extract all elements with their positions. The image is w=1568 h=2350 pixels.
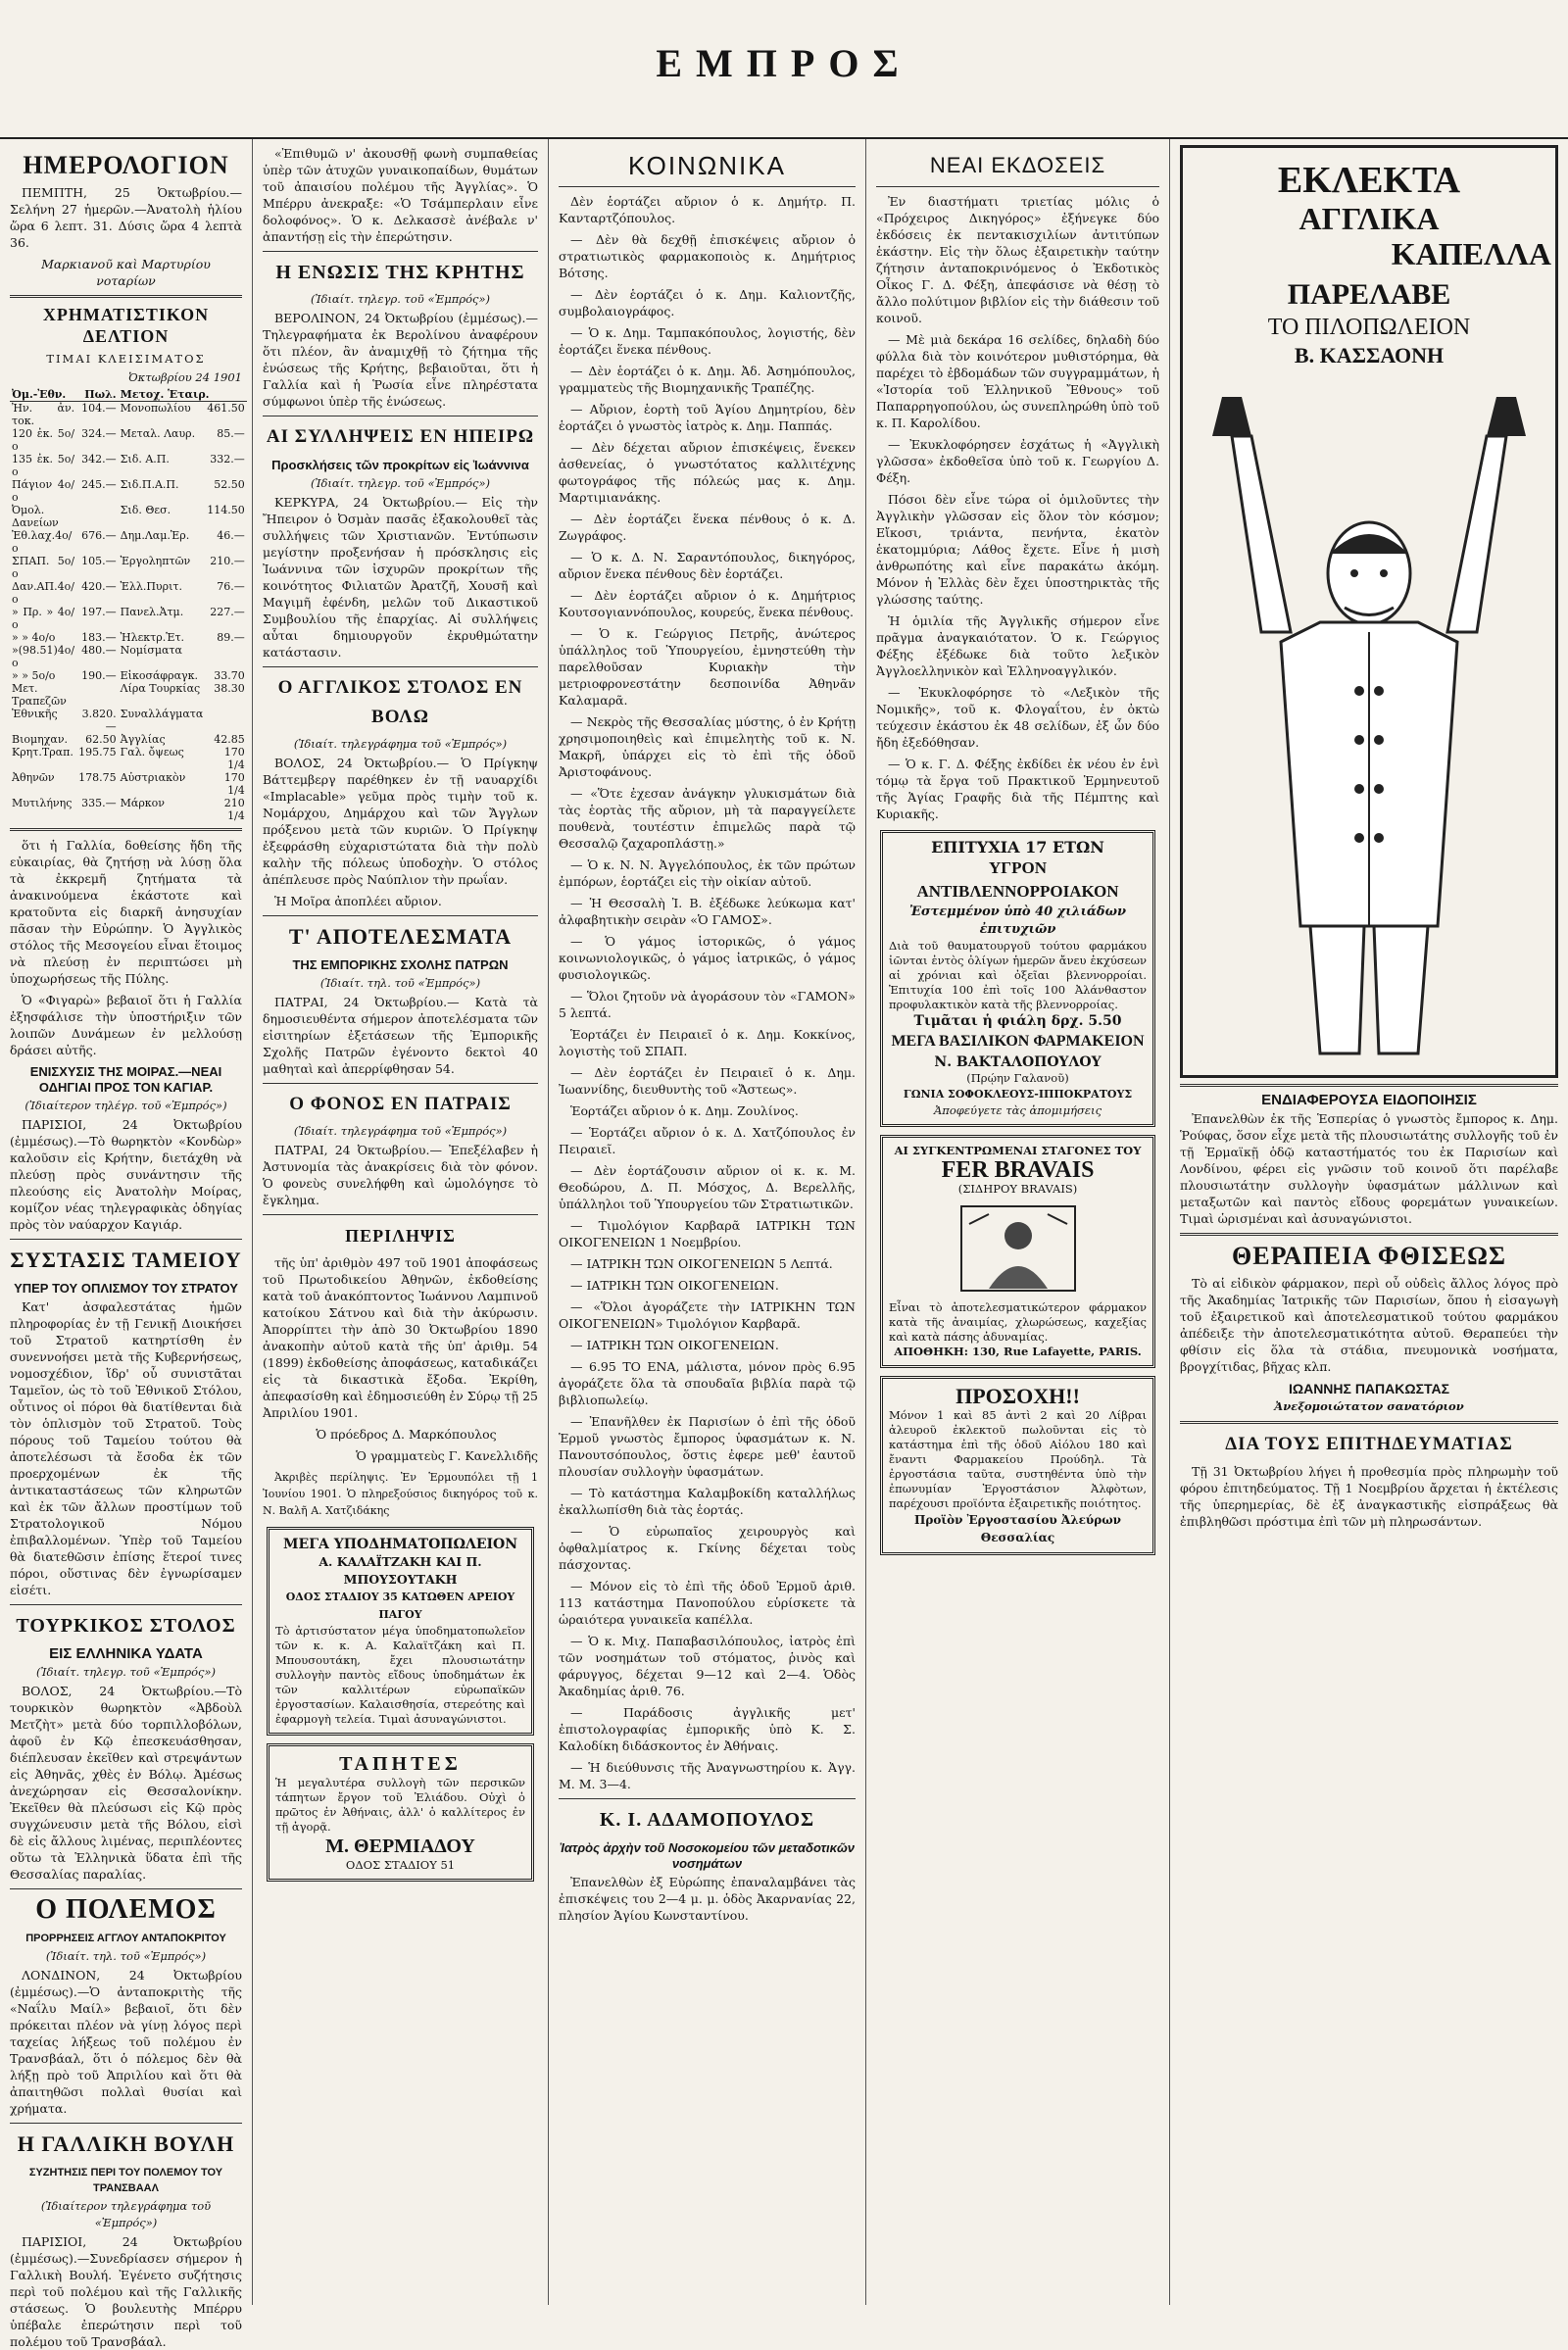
volos-text: ΒΟΛΟΣ, 24 Ὀκτωβρίου.— Ὁ Πρίγκηψ Βάττεμβεργ παρέθηκεν ἐν τῇ ναυαρχίδι «Implacable» γεῦμα πρὸς τιμὴν τοῦ κ. Νομάρχου, Δημάρχου καὶ τῶν Ἄγγλων πρόξενου μετὰ τῶν κυριῶν. Ὁ Πρίγκηψ ἐξεφράσθη εὐχαριστώτατα διὰ τὴν πολὺ καλὴν τῆς πόλεως ὑποδοχὴν. Ὁ στόλος ἀπέπλευσε πρὸς Ναύπλιον τὴν πρωΐαν. [263, 756, 538, 887]
publication-item: — Ἐκυκλοφόρησεν ἐσχάτως ἡ «Ἀγγλικὴ γλῶσσα» ἐκδοθεῖσα ὑπὸ τοῦ κ. Γεωργίου Δ. Φέξη. [876, 437, 1159, 485]
summary-sign-2: Ὁ γραμματεὺς Γ. Κανελλιδῆς [356, 1448, 538, 1463]
shoe-ad-text: Τὸ ἀρτισύστατον μέγα ὑποδηματοπωλεῖον τῶν κ. κ. Α. Καλαϊτζάκη καὶ Π. Μπουσουτάκη, ἔχει πλουσιωτάτην συλλογὴν παντὸς εἴδους ὑποδημάτων ἐκ τῶν καλλιτέρων εὐρωπαϊκῶν ἐργοστασίων. Καλαισθησία, στερεότης καὶ ἐφαρμογὴ τελεία. Τιμαὶ ἀσυναγώνιστοι. [275, 1624, 525, 1726]
masthead [0, 0, 1568, 139]
war-subheading: ΠΡΟΡΡΗΣΕΙΣ ΑΓΓΛΟΥ ΑΝΤΑΠΟΚΡΙΤΟΥ [25, 1933, 226, 1944]
exchange-row [10, 644, 247, 669]
pharmacy-ad-text: Διὰ τοῦ θαυματουργοῦ τούτου φαρμάκου ἰῶνται ἐντὸς ὀλίγων ἡμερῶν ἄνευ ἐκχύσεων αἱ χρόνιαι καὶ ὀξεῖαι βλεννορροίαι. Ἐπιτυχία 100 ἐπὶ τοῖς 100 Ἀλάνθαστον προφυλακτικὸν κατὰ τῆς βλεννορροίας. [889, 939, 1147, 1011]
social-news-item: — Δὲν ἑορτάζει αὔριον ὁ κ. Δημήτριος Κουτσογιαννόπουλος, κουρεύς, ἕνεκα πένθους. [559, 588, 856, 619]
social-news-item: — Δὲν ἑορτάζουσιν αὔριον οἱ κ. κ. Μ. Θεοδώρου, Δ. Π. Μόσχος, Δ. Βερελλῆς, ὑπάλληλοι τοῦ Ὑπουργείου τῶν Στρατιωτικῶν. [559, 1163, 856, 1211]
pharmacy-ad-price: Τιμᾶται ἡ φιάλη δρχ. 5.50 [913, 1013, 1122, 1029]
social-news-item: — Παράδοσις ἀγγλικῆς μετ' ἐπιστολογραφίας ἐμπορικῆς ὑπὸ Κ. Σ. Καλοδίκη διδάσκοντος ἐν Ἀθήναις. [559, 1705, 856, 1753]
exchange-cell-a: Ἀθηνῶν [12, 771, 55, 784]
results-subheading: ΤΗΣ ΕΜΠΟΡΙΚΗΣ ΣΧΟΛΗΣ ΠΑΤΡΩΝ [292, 957, 509, 972]
exchange-cell-b: 183.— [81, 631, 117, 644]
exchange-cell-c: Μάρκον [120, 797, 165, 809]
crete-source: (Ἰδιαίτ. τηλεγρ. τοῦ «Ἐμπρός») [311, 292, 490, 306]
exchange-cell-c: Ἑλλ.Πυριτ. [120, 580, 182, 593]
publication-item: Ἐν διαστήματι τριετίας μόλις ὁ «Πρόχειρος Δικηγόρος» ἐξήνεγκε δύο ἐκδόσεις ἐκ πεντακισχιλίων ἀντιτύπων ἑκάστην. Εἰς τὴν ὅλως ἐξαιρετικὴν ταύτην ζήτησιν ἀνταποκρινόμενος ὁ Ἐκδοτικὸς Οἶκος Γ. Δ. Φέξη, ἀπεφάσισε νὰ θέσῃ τὸ ἄλλο πολύτιμον βιβλίον εἰς τὴν διάθεσιν τοῦ κοινοῦ. [876, 194, 1159, 325]
social-news-item: — Ὁ κ. Δ. Ν. Σαραντόπουλος, δικηγόρος, αὔριον ἕνεκα πένθους δὲν ἑορτάζει. [559, 550, 856, 581]
exchange-row [10, 797, 247, 822]
fleet-text: ΒΟΛΟΣ, 24 Ὀκτωβρίου.—Τὸ τουρκικὸν θωρηκτὸν «Ἀβδοὺλ Μετζὴτ» μετὰ δύο τορπιλλοβόλων, ἀφοῦ ἐν Κῷ ἐπεσκευάσθησαν, διέπλευσαν ἐκεῖθεν καὶ στρεψάντων εἰς Ἀθηνᾶς, χθὲς ἐν Βόλῳ. Ἀμέσως ἀνεχώρησαν εἰς Θεσσαλονίκην. Ἐκεῖθεν θὰ πλεύσωσι εἰς Κῷ πρὸς συγχώνευσιν μετὰ τῆς Βόλου, εἰσὶ δὲ εἰς ἄλλους λιμένας, περιπλέοντες οὕτω τὰ Ἑλληνικὰ ὕδατα ἐπὶ τῆς Θεσσαλίας παραλίας. [10, 1684, 242, 1882]
social-news-item: — Δὲν ἑορτάζει ὁ κ. Δημ. Καλιοντζῆς, συμβολαιογράφος. [559, 287, 856, 318]
exchange-cell-d [205, 708, 247, 733]
social-news-item: — Ὁ κ. Ν. Ν. Ἀγγελόπουλος, ἐκ τῶν πρώτων ἐμπόρων, ἑορτάζει εἰς τὴν οἰκίαν αὐτοῦ. [559, 857, 856, 889]
crete-text: ΒΕΡΟΛΙΝΟΝ, 24 Ὀκτωβρίου (ἐμμέσως).—Τηλεγραφήματα ἐκ Βερολίνου ἀναφέρουν ὅτι πλέον, ἂν ἀναμιχθῇ τὸ ζήτημα τῆς ἑνώσεως τῆς Κρήτης, βεβαιοῦται, ὅτι ἡ Γαλλία καὶ ἡ Ῥωσία εἶνε πληρέστατα σύμφωνοι ὑπὲρ τῆς ἑνώσεως. [263, 311, 538, 409]
shoe-shop-ad [267, 1527, 534, 1736]
social-news-item: — Τὸ κατάστημα Καλαμβοκίδη καταλλήλως ἐκαλλωπίσθη διὰ τὰς ἑορτάς. [559, 1486, 856, 1517]
summary-sign-1: Ὁ πρόεδρος Δ. Μαρκόπουλος [316, 1427, 497, 1442]
pharmacy-shop-heading: ΜΕΓΑ ΒΑΣΙΛΙΚΟΝ ΦΑΡΜΑΚΕΙΟΝ [891, 1033, 1145, 1050]
carpets-text: Ἡ μεγαλυτέρα συλλογὴ τῶν περσικῶν τάπητων ἔργον τοῦ Ἐλιάδου. Οὐχὶ ὁ πρῶτος ἐν Ἀθήναις, ἀλλ' ὁ καλλίτερος ἐν τῇ ἀγορᾷ. [275, 1776, 525, 1834]
exchange-cell-b: 342.— [81, 453, 117, 465]
exchange-cell-a: » » 4ο/ο [12, 631, 56, 644]
social-heading: ΚΟΙΝΩΝΙΚΑ [628, 151, 786, 180]
shoe-ad-heading: ΜΕΓΑ ΥΠΟΔΗΜΑΤΟΠΩΛΕΙΟΝ [282, 1537, 518, 1552]
exchange-date: Ὀκτωβρίου 24 1901 [128, 370, 242, 384]
hats-ad-line-5: ΤΟ ΠΙΛΟΠΩΛΕΙΟΝ [1267, 315, 1471, 340]
exchange-row [10, 682, 247, 708]
exchange-cell-d: 461.50 [207, 402, 245, 415]
article-1: ὅτι ἡ Γαλλία, δοθείσης ἤδη τῆς εὐκαιρίας, θὰ ζητήσῃ νὰ λύσῃ ὅλα τὰ ἐκκρεμῆ ζητήματα τὰ ἀνακινούμενα ἑκάστοτε καὶ κρατοῦντα εἰς διαρκῆ ἀνησυχίαν πᾶσαν τὴν Εὐρώπην. Ὁ Ἀγγλικὸς στόλος τῆς Μεσογείου εἶναι ἕτοιμος νὰ πλεύσῃ ἐν περιπτώσει μὴ ὑποχωρήσεως τῆς Πύλης. [10, 838, 242, 986]
exchange-cell-c: Ἐργοληπτῶν [120, 555, 191, 567]
social-news-item: — Ὁ εὐρωπαῖος χειρουργὸς καὶ ὀφθαλμίατρος κ. Γκίνης δέχεται τοὺς πάσχοντας. [559, 1524, 856, 1572]
exchange-cell-a: »(98.51)4ο/ο [12, 644, 75, 669]
social-news-item: — «Ὅτε ἐχεσαν ἀνάγκην γλυκισμάτων διὰ τὰς ἑορτὰς τῆς αὔριον, μὴ τὰ παραγγείλετε πουθενὰ, τουτέστιν ἐπιμελῶς παρὰ τῷ Θεσσαλῷ ζαχαροπλάστῃ.» [559, 786, 856, 851]
exchange-heading: ΧΡΗΜΑΤΙΣΤΙΚΟΝ ΔΕΛΤΙΟΝ [42, 305, 210, 346]
social-news-item: — Αὔριον, ἑορτὴ τοῦ Ἁγίου Δημητρίου, δὲν ἑορτάζει ὁ γνωστὸς ἰατρὸς κ. Δημ. Παππάς. [559, 402, 856, 433]
exchange-cell-a: Πάγιον 4ο/ο [12, 478, 75, 504]
hats-ad-line-3: ΚΑΠΕΛΛΑ [1391, 236, 1551, 271]
social-news-item: — Νεκρὸς τῆς Θεσσαλίας μύστης, ὁ ἐν Κρήτῃ χρησιμοποιηθεὶς καὶ ἐπιμελητὴς τοῦ κ. Ν. Μακρῆ, ὑπάρχει εἰς τὸ ἐπὶ τῆς ὁδοῦ Ἀριστοφάνους. [559, 714, 856, 779]
exchange-subheading: ΤΙΜΑΙ ΚΛΕΙΣΙΜΑΤΟΣ [46, 352, 206, 366]
war-heading: Ο ΠΟΛΕΜΟΣ [35, 1894, 217, 1925]
publications-list [876, 193, 1159, 822]
pharmacy-shop-note: Ἀποφεύγετε τὰς ἀπομιμήσεις [933, 1103, 1102, 1117]
exchange-row [10, 669, 247, 682]
exchange-cell-c: Μονοπωλίου [120, 402, 191, 415]
exchange-col-b-head: Πωλ. [76, 388, 119, 402]
exchange-cell-d [205, 644, 247, 669]
exchange-cell-a: » Πρ. » 4ο/ο [12, 606, 75, 631]
shoe-ad-names: Α. ΚΑΛΑΪΤΖΑΚΗ ΚΑΙ Π. ΜΠΟΥΣΟΥΤΑΚΗ [318, 1554, 482, 1587]
exchange-col-c-head: Μετοχ. Ἑταιρ. [119, 388, 247, 402]
social-news-item: — Δὲν ἑορτάζει ὁ κ. Δημ. Ἀδ. Ἀσημόπουλος, γραμματεὺς τῆς Βιομηχανικῆς Τραπέζης. [559, 364, 856, 395]
exchange-row [10, 478, 247, 504]
exchange-cell-d: 210 1/4 [223, 797, 245, 822]
fund-subheading: ΥΠΕΡ ΤΟΥ ΟΠΛΙΣΜΟΥ ΤΟΥ ΣΤΡΑΤΟΥ [14, 1281, 238, 1296]
publications-heading: ΝΕΑΙ ΕΚΔΟΣΕΙΣ [929, 153, 1106, 177]
fer-bravais-brand: FER BRAVAIS [941, 1157, 1095, 1183]
exchange-cell-a: 120 ἐκ. 5ο/ο [12, 427, 75, 453]
exchange-cell-a: Ἐθνικῆς [12, 708, 58, 720]
exchange-cell-d: 170 1/4 [223, 771, 245, 797]
calendar-text: ΠΕΜΠΤΗ, 25 Ὀκτωβρίου.— Σελήνη 27 ἡμερῶν.—Ἀνατολὴ ἡλίου ὥρα 6 λεπτ. 31. Δύσις ὥρα 4 λεπτὰ 36. [10, 185, 242, 250]
carpets-name: Μ. ΘΕΡΜΙΑΔΟΥ [325, 1836, 475, 1857]
epirus-source: (Ἰδιαίτ. τηλεγρ. τοῦ «Ἐμπρός») [311, 476, 490, 490]
exchange-cell-d: 89.— [217, 631, 245, 644]
exchange-cell-b [76, 682, 119, 708]
exchange-cell-c: Συναλλάγματα [120, 708, 204, 720]
exchange-cell-a: ΣΠΑΠ. 5ο/ο [12, 555, 75, 580]
social-news-item: — Δὲν δέχεται αὔριον ἐπισκέψεις, ἕνεκεν ἀσθενείας, ὁ γνωστότατος καλλιτέχνης φωτογράφος τῆς πόλεώς μας κ. Δημ. Μαρτιμιανάκης. [559, 440, 856, 505]
column-4 [866, 139, 1170, 2305]
exchange-cell-c: Ἀγγλίας [120, 733, 166, 746]
exchange-row [10, 453, 247, 478]
summary-text: τῆς ὑπ' ἀριθμὸν 497 τοῦ 1901 ἀποφάσεως τοῦ Πρωτοδικείου Ἀθηνῶν, ἐκδοθείσης κατὰ τοῦ ἀνακόπτοντος Ἰωάννου Λαμπινοῦ κατοίκου Σάτνου καὶ διὰ τὴν ἀκύρωσιν. Ἀπορρίπτει τὴν ἀπὸ 30 Ὀκτωβρίου 1890 ἀνακοπὴν αὐτοῦ κατὰ τῆς ὑπ' ἀριθμ. 54 (1899) ἐκδοθείσης ἀποφάσεως, καταδικάζει εἰς τὰ δικαστικὰ ἔξοδα. Ἐκρίθη, ἀπεφασίσθη καὶ ἐδημοσιεύθη ἐν Σύρῳ τῇ 25 Ἀπριλίου 1901. [263, 1255, 538, 1420]
cure-heading: ΘΕΡΑΠΕΙΑ ΦΘΙΣΕΩΣ [1232, 1242, 1506, 1270]
calendar-heading: ΗΜΕΡΟΛΟΓΙΟΝ [23, 151, 229, 179]
column-1 [0, 139, 253, 2349]
fer-bravais-address: ΑΠΟΘΗΚΗ: 130, Rue Lafayette, PARIS. [894, 1345, 1142, 1358]
fire-source: (Ἰδιαίτ. τηλεγράφημα τοῦ «Ἐμπρός») [293, 1124, 508, 1138]
cure-text: Τὸ αἱ εἰδικὸν φάρμακον, περὶ οὗ οὐδεὶς ἄλλος λόγος πρὸ τῆς Ἀκαδημίας Ἰατρικῆς τῶν Παρισίων, ὅπου ἡ εἰσαγωγὴ τοῦ ἐξαιρετικοῦ καὶ ἀποτελεσματικοῦ τούτου φαρμάκου ἀπέδειξε τὴν ἀποτελεσματικότητα αὐτοῦ. Θεραπεύει τὴν φθίσιν εἰς ὅλα τὰ στάδια, πνευμονικὰ νοσήματα, βρογχίτιδας, βῆχας κλπ. [1180, 1276, 1558, 1374]
exchange-cell-a: » » 5ο/ο [12, 669, 56, 682]
gallic-subheading: ΣΥΖΗΤΗΣΙΣ ΠΕΡΙ ΤΟΥ ΠΟΛΕΜΟΥ ΤΟΥ ΤΡΑΝΣΒΑΑΛ [28, 2167, 223, 2194]
exchange-row [10, 606, 247, 631]
social-news-list [559, 193, 856, 1792]
reinforce-heading: ΕΝΙΣΧΥΣΙΣ ΤΗΣ ΜΟΙΡΑΣ.—ΝΕΑΙ ΟΔΗΓΙΑΙ ΠΡΟΣ ΤΟΝ ΚΑΓΙΑΡ. [29, 1064, 222, 1095]
exchange-cell-d: 46.— [217, 529, 245, 542]
exchange-row [10, 708, 247, 733]
war-source: (Ἰδιαίτ. τηλ. τοῦ «Ἐμπρός») [45, 1949, 207, 1963]
pharmacy-shop-previous: (Πρῴην Γαλανοῦ) [966, 1071, 1069, 1085]
column-3 [549, 139, 866, 2305]
doctor-text: Ἐπανελθὼν ἐξ Εὐρώπης ἐπαναλαμβάνει τὰς ἐπισκέψεις του 2—4 μ. μ. ὁδὸς Ἀκαρνανίας 22, πλησίον Ἁγίου Κωνσταντίνου. [559, 1875, 856, 1923]
exchange-row [10, 631, 247, 644]
publication-item: Ἡ ὁμιλία τῆς Ἀγγλικῆς σήμερον εἶνε πρᾶγμα ἀναγκαιότατον. Ὁ κ. Γεώργιος Φέξης ἐξέδωκε διὰ τοῦτο λεξικὸν Ἀγγλοελληνικὸν καὶ Ἑλληνοαγγλικόν. [876, 613, 1159, 678]
exchange-row [10, 555, 247, 580]
results-heading: Τ' ΑΠΟΤΕΛΕΣΜΑΤΑ [288, 924, 513, 949]
fund-heading: ΣΥΣΤΑΣΙΣ ΤΑΜΕΙΟΥ [10, 1248, 242, 1272]
exchange-cell-d: 38.30 [214, 682, 245, 695]
exchange-cell-a: Βιομηχαν. [12, 733, 69, 746]
flour-ad-text: Μόνον 1 καὶ 85 ἀντὶ 2 καὶ 20 Λίβραι ἀλευροῦ ἐκλεκτοῦ πωλοῦνται εἰς τὸ κατάστημα ἐπὶ τῆς ὁδοῦ Αἰόλου 180 καὶ ἔναντι Φαρμακείου Προύδηλ. Τὰ ἐργοστάσια ταῦτα, συστηθέντα ὑπὸ τὴν ἐπωνυμίαν Ἐργοστάσιον Ἀλφὸτων, παρέχουσι προϊόντα ἐξαιρετικῆς ποιότητος. [889, 1408, 1147, 1510]
social-news-item: — Ὁ κ. Γεώργιος Πετρῆς, ἀνώτερος ὑπάλληλος τοῦ Ὑπουργείου, ἐμνηστεύθη τὴν παρελθοῦσαν Κυριακὴν τὴν μετριοφρονεστάτην δεσποινίδα Ἀθηνᾶν Καλαμαρᾶ. [559, 626, 856, 708]
calendar-saints: Μαρκιανοῦ καὶ Μαρτυρίου νοταρίων [41, 257, 211, 288]
social-news-item: — ΙΑΤΡΙΚΗ ΤΩΝ ΟΙΚΟΓΕΝΕΙΩΝ. [570, 1338, 779, 1352]
carpets-heading: ΤΑΠΗΤΕΣ [339, 1753, 462, 1775]
reinforce-text: ΠΑΡΙΣΙΟΙ, 24 Ὀκτωβρίου (ἐμμέσως).—Τὸ θωρηκτὸν «Κονδὼρ» καλοῦσιν εἰς Κρήτην, διετάχθη νὰ πλεύσῃ πρὸς συνάντησιν τῆς πλεούσης εἰς Ἀνατολὴν Μοίρας, κομίζον νέας τηλεγραφικὰς ὁδηγίας πρὸς τὸν ναύαρχον Καγιάρ. [10, 1117, 242, 1232]
exchange-cell-a: Μετ. Τραπεζῶν [12, 682, 67, 708]
exchange-cell-b: 197.— [81, 606, 117, 618]
exchange-row [10, 427, 247, 453]
publication-item: — Ἐκυκλοφόρησε τὸ «Λεξικὸν τῆς Νομικῆς», τοῦ κ. Φλογαΐτου, ἐν ὀκτὼ τεύχεσιν ἑκάστου ἐκ 48 σελίδων, ἐξ ὧν δύο ἤδη ἐξεδόθησαν. [876, 685, 1159, 750]
exchange-cell-d: 52.50 [214, 478, 245, 491]
exchange-cell-a: Μυτιλήνης [12, 797, 73, 809]
social-news-item: Ἑορτάζει ἐν Πειραιεῖ ὁ κ. Δημ. Κοκκίνος, λογιστὴς τοῦ ΣΠΑΠ. [559, 1027, 856, 1058]
column-2 [253, 139, 549, 2305]
volos-end: Ἡ Μοῖρα ἀποπλέει αὔριον. [274, 894, 442, 908]
social-news-item: — Τιμολόγιον Καρβαρᾶ ΙΑΤΡΙΚΗ ΤΩΝ ΟΙΚΟΓΕΝΕΙΩΝ 1 Νοεμβρίου. [559, 1218, 856, 1249]
epirus-subheading: Προσκλήσεις τῶν προκρίτων εἰς Ἰωάννινα [271, 458, 529, 472]
exchange-cell-d: 76.— [217, 580, 245, 593]
exchange-cell-d: 114.50 [207, 504, 245, 516]
exchange-cell-b: 245.— [81, 478, 117, 491]
cure-note: Ἀνεξομοιώτατον σανατόριον [1274, 1399, 1464, 1413]
flour-ad-heading: ΠΡΟΣΟΧΗ!! [956, 1384, 1080, 1408]
social-news-item: — ΙΑΤΡΙΚΗ ΤΩΝ ΟΙΚΟΓΕΝΕΙΩΝ 5 Λεπτά. [570, 1256, 833, 1271]
pharmacy-ad-product: ΥΓΡΟΝ ΑΝΤΙΒΛΕΝΝΟΡΡΟΙΑΚΟΝ [916, 858, 1119, 901]
hats-ad-line-2: ΑΓΓΛΙΚΑ [1298, 201, 1440, 236]
social-news-item: Ἑορτάζει αὔριον ὁ κ. Δημ. Ζουλίνος. [570, 1103, 799, 1118]
columns [0, 139, 1568, 2349]
social-news-item: — Ἡ Θεσσαλὴ Ἰ. Β. ἐξέδωκε λεύκωμα κατ' ἀλφαβητικὴν σειρὰν «Ὁ ΓΑΜΟΣ». [559, 896, 856, 927]
exchange-cell-c: Σιδ. Α.Π. [120, 453, 170, 465]
social-news-item: — Ἐπανῆλθεν ἐκ Παρισίων ὁ ἐπὶ τῆς ὁδοῦ Ἑρμοῦ γνωστὸς ἔμπορος ὑφασμάτων κ. Ν. Πανουτσόπουλος, ὅστις ἐφερε μεθ' ἑαυτοῦ πλουσίαν συλλογὴν ὑφασμάτων. [559, 1414, 856, 1479]
fer-bravais-text: Εἶναι τὸ ἀποτελεσματικώτερον φάρμακον κατὰ τῆς ἀναιμίας, χλωρώσεως, καχεξίας καὶ κατὰ πάσης ἀδυναμίας. [889, 1300, 1147, 1344]
exchange-cell-d: 33.70 [214, 669, 245, 682]
exchange-cell-c: Εἰκοσάφραγκ. [120, 669, 198, 682]
social-news-item: — Ἑορτάζει αὔριον ὁ κ. Δ. Χατζόπουλος ἐν Πειραιεῖ. [559, 1125, 856, 1156]
fleet-subheading: ΕΙΣ ΕΛΛΗΝΙΚΑ ΥΔΑΤΑ [49, 1645, 203, 1662]
exchange-cell-b: 178.75 [78, 771, 117, 784]
exchange-cell-b: 190.— [81, 669, 117, 682]
exchange-cell-c: Αὐστριακὸν [120, 771, 186, 784]
exchange-cell-c: Σιδ. Θεσ. [120, 504, 172, 516]
exchange-cell-b: 420.— [81, 580, 117, 593]
exchange-cell-c: Λίρα Τουρκίας [120, 682, 201, 695]
exchange-row [10, 580, 247, 606]
notice-text: Ἐπανελθὼν ἐκ τῆς Ἑσπερίας ὁ γνωστὸς ἔμπορος κ. Δημ. Ῥούφας, ὅσον εἶχε μετὰ τῆς πλουσιωτάτης συλλογῆς τοῦ ἐν τῇ Ἑρμαϊκῇ ὁδῷ καταστήματός του ἐκ Παρισίων καὶ Λονδίνου, φέρει εἰς γνῶσιν τοῦ κοινοῦ ὅτι παρέλαβε πλουσιωτάτην συλλογὴν ὑφασμάτων μάλλινων καὶ μεταξωτῶν καὶ παντὸς εἴδους φορεμάτων γυναικείων. Τιμαὶ ὡρισμέναι καὶ ἀσυναγώνιστοι. [1180, 1111, 1558, 1226]
exchange-cell-a: Ἠν. ἀν. τοκ. [12, 402, 75, 427]
hat-man-illustration [1193, 377, 1545, 1063]
pharmacy-ad-heading: ΕΠΙΤΥΧΙΑ 17 ΕΤΩΝ [931, 838, 1104, 857]
fire-text: ΠΑΤΡΑΙ, 24 Ὀκτωβρίου.— Ἐπεξέλαβεν ἡ Ἀστυνομία τὰς ἀνακρίσεις διὰ τὸν φόνον. Ὁ φονεὺς συνελήφθη καὶ ὡμολόγησε τὸ ἔγκλημα. [263, 1143, 538, 1207]
exchange-cell-c: Νομίσματα [120, 644, 182, 657]
exchange-cell-d: 210.— [210, 555, 245, 567]
exchange-row [10, 504, 247, 529]
war-text: ΛΟΝΔΙΝΟΝ, 24 Ὀκτωβρίου (ἐμμέσως).—Ὁ ἀνταποκριτὴς τῆς «Ναΐλυ Μαίλ» βεβαιοῖ, ὅτι δὲν πρόκειται πλέον νὰ γίνῃ λόγος περὶ ταχείας λήξεως τοῦ πολέμου ἐν Τρανσβάαλ, ὅτι ὁ πόλεμος δὲν θὰ λήξῃ πρὸ τοῦ Ἀπριλίου καὶ ὅτι θὰ ἀπαιτηθῶσι πολλαὶ θυσίαι καὶ χρήματα. [10, 1968, 242, 2116]
exchange-cell-b: 324.— [81, 427, 117, 440]
fund-text: Κατ' ἀσφαλεστάτας ἡμῶν πληροφορίας ἐν τῇ Γενικῇ Διοικήσει τοῦ Στρατοῦ κατηρτίσθη ἐν συνεννοήσει μετὰ τῆς Κυβερνήσεως, νομοσχέδιον, ἵδρ' οὗ συνιστᾶται Ταμεῖον, ὡς τὸ τοῦ Ἐθνικοῦ Στόλου, οὗτινος οἱ πόροι θὰ διατίθενται διὰ τὸν ὁπλισμὸν τοῦ Στρατοῦ. Τοὺς πόρους τοῦ Ταμείου τούτου θὰ ἀποτελέσωσι τὰ ἔσοδα ἐκ τῶν προερχομένων ἐκ τῆς ἀντικαταστάσεως τῶν κληρωτῶν καὶ ἐκ τῶν ἄλλων προστίμων τοῦ Στρατολογικοῦ Νόμου ἐπιβαλλομένων. Ὑπὲρ τοῦ Ταμείου θὰ διατεθῶσιν ἐπίσης ἕτεροί τινες πόροι, οὕστινας δὲν ἐγνωρίσαμεν εἰσέτι. [10, 1299, 242, 1597]
professionals-heading: ΔΙΑ ΤΟΥΣ ΕΠΙΤΗΔΕΥΜΑΤΙΑΣ [1225, 1434, 1513, 1454]
hats-ad-line-4: ΠΑΡΕΛΑΒΕ [1287, 278, 1451, 311]
exchange-row [10, 402, 247, 428]
exchange-row [10, 733, 247, 746]
fer-bravais-brand-sub: (ΣΙΔΗΡΟΥ BRAVAIS) [957, 1182, 1078, 1196]
fleet-source: (Ἰδιαίτ. τηλεγρ. τοῦ «Ἐμπρός») [36, 1665, 216, 1679]
social-news-item: — «Ὅλοι ἀγοράζετε τὴν ΙΑΤΡΙΚΗΝ ΤΩΝ ΟΙΚΟΓΕΝΕΙΩΝ» Τιμολόγιον Καρβαρᾶ. [559, 1299, 856, 1331]
pharmacy-shop-address: ΓΩΝΙΑ ΣΟΦΟΚΛΕΟΥΣ-ΙΠΠΟΚΡΑΤΟΥΣ [903, 1088, 1133, 1101]
gallic-source: (Ἰδιαίτερον τηλεγράφημα τοῦ «Ἐμπρός») [40, 2199, 212, 2229]
exchange-cell-b: 3.820.— [81, 708, 117, 733]
exchange-cell-a: Ἐθ.λαχ.4ο/ο [12, 529, 73, 555]
exchange-cell-b: 195.75 [78, 746, 117, 759]
pharmacy-ad-subheading: Ἐστεμμένον ὑπὸ 40 χιλιάδων ἐπιτυχιῶν [909, 905, 1126, 937]
professionals-text: Τῇ 31 Ὀκτωβρίου λήγει ἡ προθεσμία πρὸς πληρωμὴν τοῦ φόρου ἐπιτηδεύματος. Τῇ 1 Νοεμβρίου ἄρχεται ἡ ἐκτέλεσις τῆς ὑπερημερίας, δὲ ἐξ ἀναγκαστικῆς εἰσπράξεως θὰ ἐπιβληθῶσι πρόστιμα ἐπὶ τῶν μὴ πληρωσάντων. [1180, 1464, 1558, 1529]
pharmacy-shop-name: Ν. ΒΑΚΤΑΛΟΠΟΥΛΟΥ [934, 1054, 1102, 1070]
flour-ad [880, 1376, 1155, 1555]
hats-ad-line-6: Β. ΚΑΣΣΑΟΝΗ [1294, 343, 1445, 367]
fer-bravais-ad [880, 1135, 1155, 1368]
publication-item: — Μὲ μιὰ δεκάρα 16 σελίδες, δηλαδὴ δύο φύλλα διὰ τὸν κοινότερον μυθιστόρημα, θὰ παρέχει τὸ ἐβδομάδων τῶν συγγραμμάτων, ἡ «Ἱστορία τοῦ Ἑλληνικοῦ Ἔθνους» τοῦ Παπαρρηγοπούλου, ὡς συνεπληρώθη ὑπὸ τοῦ κ. Π. Καρολίδου. [876, 332, 1159, 430]
exchange-cell-b: 62.50 [85, 733, 117, 746]
social-news-item: — Ὁ γάμος ἱστορικῶς, ὁ γάμος κοινωνιολογικῶς, ὁ γάμος ἰατρικῶς, ὁ γάμος φυσιολογικῶς. [559, 934, 856, 982]
summary-heading: ΠΕΡΙΛΗΨΙΣ [345, 1226, 456, 1246]
notice-heading: ΕΝΔΙΑΦΕΡΟΥΣΑ ΕΙΔΟΠΟΙΗΣΙΣ [1261, 1092, 1477, 1108]
volos-source: (Ἰδιαίτ. τηλεγράφημα τοῦ «Ἐμπρός») [293, 737, 508, 751]
crete-heading: Η ΕΝΩΣΙΣ ΤΗΣ ΚΡΗΤΗΣ [275, 262, 525, 283]
exchange-cell-d: 170 1/4 [223, 746, 245, 771]
exchange-cell-a: 135 ἐκ. 5ο/ο [12, 453, 75, 478]
exchange-cell-b: 335.— [81, 797, 117, 809]
shoe-ad-address: ΟΔΟΣ ΣΤΑΔΙΟΥ 35 ΚΑΤΩΘΕΝ ΑΡΕΙΟΥ ΠΑΓΟΥ [285, 1591, 515, 1621]
social-news-item: — Δὲν θὰ δεχθῇ ἐπισκέψεις αὔριον ὁ στρατιωτικὸς φαρμακοποιὸς κ. Δημήτριος Βότσης. [559, 232, 856, 280]
newspaper-title: ΕΜΠΡΟΣ [656, 41, 912, 85]
exchange-row [10, 771, 247, 797]
fleet-heading: ΤΟΥΡΚΙΚΟΣ ΣΤΟΛΟΣ [16, 1615, 236, 1637]
exchange-cell-d: 85.— [217, 427, 245, 440]
summary-sign-3: Ἀκριβὲς περίληψις. Ἐν Ἑρμουπόλει τῇ 1 Ἰουνίου 1901. Ὁ πληρεξούσιος δικηγόρος τοῦ κ. Ν. Βαλῆ Α. Χατζιδάκης [263, 1471, 538, 1517]
exchange-cell-c: Ἠλεκτρ.Ἑτ. [120, 631, 185, 644]
social-news-item: — Μόνον εἰς τὸ ἐπὶ τῆς ὁδοῦ Ἑρμοῦ ἀριθ. 113 κατάστημα Πανοπούλου εὑρίσκετε τὰ ὡραιότερα γυναικεῖα καπέλλα. [559, 1579, 856, 1627]
publication-item: — Ὁ κ. Γ. Δ. Φέξης ἐκδίδει ἐκ νέου ἐν ἑνὶ τόμῳ τὰ ἔργα τοῦ Πρακτικοῦ Ἑρμηνευτοῦ τῆς Ἁγίας Γραφῆς διὰ τῆς Πέμπτης καὶ Κυριακῆς. [876, 757, 1159, 821]
exchange-cell-d: 42.85 [214, 733, 245, 746]
results-text: ΠΑΤΡΑΙ, 24 Ὀκτωβρίου.— Κατὰ τὰ δημοσιευθέντα σήμερον ἀποτελέσματα τῶν εἰσιτηρίων ἐξετάσεων τῆς Ἐμπορικῆς Σχολῆς Πατρῶν ἐγένοντο δεκτοὶ 40 μαθηταὶ καὶ ἀπερρίφθησαν 54. [263, 995, 538, 1076]
social-news-item: — 6.95 ΤΟ ΕΝΑ, μάλιστα, μόνον πρὸς 6.95 ἀγοράζετε ὅλα τὰ σπουδαῖα βιβλία παρὰ τῷ βιβλιοπωλείῳ. [559, 1359, 856, 1407]
exchange-cell-b: 105.— [81, 555, 117, 567]
social-news-item: — Δὲν ἑορτάζει ἐν Πειραιεῖ ὁ κ. Δημ. Ἰωαννίδης, διευθυντὴς τοῦ «Ἄστεως». [559, 1065, 856, 1097]
exchange-cell-a: Ὀμολ. Δανείων [12, 504, 59, 529]
exchange-col-a-head: Ὀμ.-Ἐθν. [10, 388, 76, 402]
exchange-cell-b: 104.— [81, 402, 117, 415]
column-5 [1170, 139, 1568, 2305]
results-source: (Ἰδιαίτ. τηλ. τοῦ «Ἐμπρός») [319, 976, 481, 990]
gallic-heading: Η ΓΑΛΛΙΚΗ ΒΟΥΛΗ [17, 2131, 235, 2156]
fer-bravais-top: ΑΙ ΣΥΓΚΕΝΤΡΩΜΕΝΑΙ ΣΤΑΓΟΝΕΣ ΤΟΥ [894, 1144, 1142, 1157]
exchange-cell-d: 332.— [210, 453, 245, 465]
reinforce-source: (Ἰδιαίτερον τηλέγρ. τοῦ «Ἐμπρός») [24, 1099, 227, 1112]
gallic-text: ΠΑΡΙΣΙΟΙ, 24 Ὀκτωβρίου (ἐμμέσως).—Συνεδρίασεν σήμερον ἡ Γαλλικὴ Βουλή. Ἐγένετο συζήτησις περὶ τοῦ πολέμου καὶ τῆς Γαλλικῆς στάσεως. Ὁ βουλευτὴς Μπέρρυ ὑπέβαλε ἐπερώτησιν περὶ τοῦ πολέμου τοῦ Τρανσβάαλ. [10, 2234, 242, 2349]
carpets-ad [267, 1743, 534, 1882]
exchange-row [10, 746, 247, 771]
fire-heading: Ο ΦΟΝΟΣ ΕΝ ΠΑΤΡΑΙΣ [289, 1094, 512, 1114]
col2-top-text: «Ἐπιθυμῶ ν' ἀκουσθῇ φωνὴ συμπαθείας ὑπὲρ τῶν ἀτυχῶν γυναικοπαίδων, θυμάτων τοῦ ἀπαισίου πολέμου τῆς Ἀγγλίας». Ὁ Μπέρρυ ἀνεκραξε: «Ὁ Τσάμπερλαιν εἶνε δολοφόνος». Ὁ κ. Δελκασσὲ ἀνέβαλε ν' ἀπαντήσῃ εἰς τὴν ἐπερώτησιν. [263, 146, 538, 244]
pharmacy-ad [880, 830, 1155, 1127]
cure-name: ΙΩΑΝΝΗΣ ΠΑΠΑΚΩΣΤΑΣ [1288, 1381, 1450, 1396]
hats-ad-line-1: ΕΚΛΕΚΤΑ [1277, 160, 1461, 201]
fer-bravais-illustration [959, 1204, 1077, 1293]
hats-ad [1180, 145, 1558, 1078]
exchange-cell-a: Κρητ.Τραπ. [12, 746, 74, 759]
exchange-cell-c: Πανελ.Ἀτμ. [120, 606, 184, 618]
social-news-item: — Ὁ κ. Μιχ. Παπαβασιλόπουλος, ἰατρὸς ἐπὶ τῶν νοσημάτων τοῦ στόματος, ῥινὸς καὶ φάρυγγος, δέχεται 9—12 καὶ 2—4. Ὁδὸς Ἀκαδημίας ἀριθ. 76. [559, 1634, 856, 1698]
social-news-item: — Ὁ κ. Δημ. Ταμπακόπουλος, λογιστής, δὲν ἑορτάζει ἕνεκα πένθους. [559, 325, 856, 357]
exchange-cell-b [76, 504, 119, 529]
exchange-cell-b: 480.— [81, 644, 117, 657]
exchange-cell-c: Μεταλ. Λαυρ. [120, 427, 196, 440]
social-news-item: — Ὅλοι ζητοῦν νὰ ἀγοράσουν τὸν «ΓΑΜΟΝ» 5 λεπτά. [559, 989, 856, 1020]
epirus-text: ΚΕΡΚΥΡΑ, 24 Ὀκτωβρίου.— Εἰς τὴν Ἤπειρον ὁ Ὀσμὰν πασᾶς ἐξακολουθεῖ τὰς συλλήψεις τῶν Χριστιανῶν. Ἐντύπωσιν μεγίστην προξενήσαν ἡ πρόσκλησις εἰς Ἰωάννινα τῶν ἰσχυρῶν προκρίτων τῆς κοινότητος Φιλιατῶν Ἀρατζῆ, Χουσῆ καὶ Μαγιμῆ ἐφένδη, μελῶν τοῦ Δικαστικοῦ Συμβουλίου τῆς ἐπαρχίας. Αἱ συλλήψεις αὗται δημιουργοῦν ἐκρυθμώτατην κατάστασιν. [263, 495, 538, 660]
exchange-row [10, 529, 247, 555]
doctor-heading: Κ. Ι. ΑΔΑΜΟΠΟΥΛΟΣ [599, 1809, 815, 1831]
social-news-item: — Ἡ διεύθυνσις τῆς Ἀναγνωστηρίου κ. Ἀγγ. Μ. Μ. 3—4. [559, 1760, 856, 1791]
flour-ad-foot: Προϊὸν Ἐργοστασίου Ἀλεύρων Θεσσαλίας [914, 1513, 1121, 1544]
exchange-cell-b: 676.— [81, 529, 117, 542]
doctor-subheading: Ἰατρὸς ἀρχὴν τοῦ Νοσοκομείου τῶν μεταδοτικῶν νοσημάτων [559, 1840, 856, 1871]
exchange-cell-c: Σιδ.Π.Α.Π. [120, 478, 179, 491]
carpets-address: ΟΔΟΣ ΣΤΑΔΙΟΥ 51 [345, 1858, 456, 1872]
exchange-cell-c: Δημ.Λαμ.Ἐρ. [120, 529, 190, 542]
epirus-heading: ΑΙ ΣΥΛΛΗΨΕΙΣ ΕΝ ΗΠΕΙΡΩ [266, 426, 535, 447]
publication-item: Πόσοι δὲν εἶνε τώρα οἱ ὁμιλοῦντες τὴν Ἀγγλικὴν γλῶσσαν εἰς ὅλον τὸν κόσμον; Εἴκοσι, τριάντα, πενήντα, ἑκατὸν ἑκατομμύρια; Λάθος ἔχετε. Εἶνε ἡ μισὴ ἀνθρωπότης καὶ εἶνε παρακάτω ἀκόμη. Μόνον ἡ Ἑλλὰς δὲν ἔχει ὑποστηρικτὰς τῆς γλώσσης ταύτης. [876, 492, 1159, 607]
article-1b: Ὁ «Φιγαρὼ» βεβαιοῖ ὅτι ἡ Γαλλία ἐξησφάλισε τὴν ὑποστήριξιν τῶν λοιπῶν Δυνάμεων ἐν μελλούσῃ δράσει αὐτῆς. [10, 993, 242, 1057]
social-news-item: — Δὲν ἑορτάζει ἕνεκα πένθους ὁ κ. Δ. Ζωγράφος. [559, 512, 856, 543]
social-news-item: — ΙΑΤΡΙΚΗ ΤΩΝ ΟΙΚΟΓΕΝΕΙΩΝ. [570, 1278, 779, 1293]
exchange-cell-a: Δαν.ΑΠ.4ο/ο [12, 580, 74, 606]
exchange-cell-c: Γαλ. ὄψεως [120, 746, 184, 759]
social-news-item: Δὲν ἑορτάζει αὔριον ὁ κ. Δημήτρ. Π. Κανταρτζόπουλος. [559, 194, 856, 225]
exchange-table [10, 388, 247, 822]
volos-heading: Ο ΑΓΓΛΙΚΟΣ ΣΤΟΛΟΣ ΕΝ ΒΟΛΩ [277, 677, 523, 727]
exchange-cell-d: 227.— [210, 606, 245, 618]
